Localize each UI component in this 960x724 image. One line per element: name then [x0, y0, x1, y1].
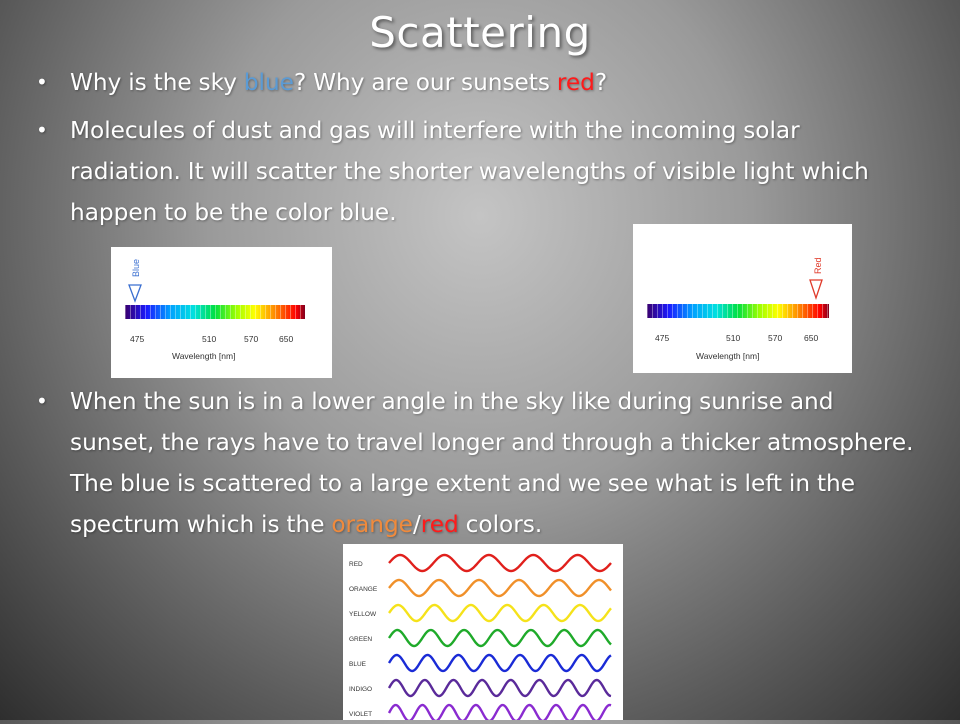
- spectrum-blue-figure: [111, 247, 332, 378]
- tick-label: 475: [130, 334, 145, 344]
- tick-label: 570: [768, 333, 783, 343]
- wave-label-yellow: YELLOW: [349, 611, 377, 618]
- tick-label: 510: [726, 333, 741, 343]
- spectrum-red-panel: [633, 224, 852, 373]
- wave-label-green: GREEN: [349, 636, 373, 643]
- bullet-text: Why is the sky: [70, 69, 244, 96]
- tick-label: 650: [804, 333, 819, 343]
- highlight-red-word: red: [420, 511, 459, 538]
- wave-yellow: [389, 605, 611, 621]
- bullet-text: ? Why are our sunsets: [293, 69, 557, 96]
- wave-red: [389, 555, 611, 571]
- bullet-marker: •: [36, 70, 48, 94]
- color-waves-panel: [343, 544, 623, 720]
- tick-label: 475: [655, 333, 670, 343]
- bullet-scattering-explanation: [36, 110, 916, 233]
- bullet-sunset-explanation: [36, 381, 916, 545]
- color-waves-figure: [343, 544, 623, 720]
- highlight-orange-word: orange: [331, 511, 413, 538]
- highlight-blue-word: blue: [243, 69, 294, 96]
- bullet-text: colors.: [458, 511, 543, 538]
- spectrum-marker-label: Blue: [131, 258, 141, 277]
- wave-label-violet: VIOLET: [349, 711, 373, 718]
- wave-orange: [389, 580, 611, 596]
- bullet-sky-question: [36, 62, 916, 103]
- tick-label: 510: [202, 334, 217, 344]
- spectrum-marker-label: Red: [813, 257, 823, 274]
- tick-label: 650: [279, 334, 294, 344]
- wave-blue: [389, 655, 611, 671]
- triangle-marker-icon: [810, 280, 822, 298]
- tick-label: 570: [244, 334, 259, 344]
- triangle-marker-icon: [129, 285, 141, 301]
- bullet-text: When the sun is in a lower angle in the sky like during sunrise and sunset, the rays have to travel longer and through a thicker atmosphere. The blue is scattered to a large extent and we see what is left in the spectrum which is the: [70, 388, 914, 538]
- wave-label-blue: BLUE: [349, 661, 366, 668]
- wave-green: [389, 630, 611, 646]
- wave-label-red: RED: [349, 561, 363, 568]
- bullet-marker: •: [36, 118, 48, 142]
- slide-title: Scattering: [369, 8, 591, 57]
- wave-indigo: [389, 680, 611, 696]
- spectrum-red-figure: [633, 224, 852, 373]
- wave-violet: [389, 705, 611, 720]
- wave-label-indigo: INDIGO: [349, 686, 373, 693]
- axis-label: Wavelength [nm]: [172, 351, 236, 361]
- bullet-text: Molecules of dust and gas will interfere with the incoming solar radiation. It will scatter the shorter wavelengths of visible light which happen to be the color blue.: [70, 117, 869, 226]
- bullet-text: ?: [594, 69, 608, 96]
- bullet-marker: •: [36, 389, 48, 413]
- bullet-text: /: [412, 511, 421, 538]
- spectrum-blue-panel: [111, 247, 332, 378]
- axis-label: Wavelength [nm]: [696, 351, 760, 361]
- wave-label-orange: ORANGE: [349, 586, 378, 593]
- highlight-red-word: red: [556, 69, 595, 96]
